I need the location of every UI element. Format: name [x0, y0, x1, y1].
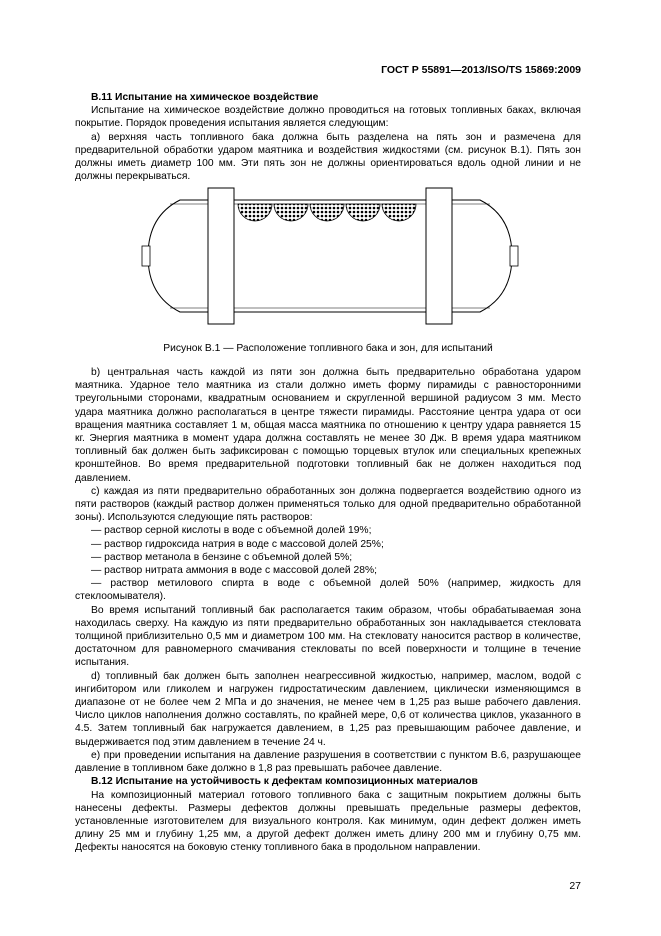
- mounting-band-left: [208, 188, 234, 324]
- figure-caption: Рисунок В.1 — Расположение топливного бака и зон, для испытаний: [163, 343, 493, 354]
- paragraph: d) топливный бак должен быть заполнен неагрессивной жидкостью, например, маслом, водой с ингибитором или гликолем и нагружен гидростатическим давлением, циклически изменяющимся в диапазоне от не более чем 2 МПа и до значения, не менее чем в 1,25 раз выше рабочего давления. Число циклов наполнения должно составлять, по крайней мере, 0,6 от количества циклов, указанного в 4.5. Затем топливный бак нагружается давлением, в 1,25 раз превышающим рабочее давление, и выдерживается под этим давлением в течение 24 ч.: [75, 670, 581, 748]
- end-boss-right: [510, 246, 518, 266]
- list-item: — раствор нитрата аммония в воде с массовой долей 28%;: [91, 565, 377, 577]
- page-number: 27: [569, 880, 581, 892]
- document-header: ГОСТ Р 55891—2013/ISO/TS 15869:2009: [381, 64, 581, 76]
- paragraph: Во время испытаний топливный бак располагается таким образом, чтобы обрабатываемая зона находилась сверху. На каждую из пяти предварительно обработанных зон накладывается стекловата толщиной приблизительно 0,5 мм и диаметром 100 мм. На стекловату наносится раствор в количестве, достаточном для равномерного смачивания стекловаты по всей поверхности и толщине в течение испытания.: [75, 604, 581, 669]
- paragraph: Испытание на химическое воздействие должно проводиться на готовых топливных баках, включая покрытие. Порядок проведения испытания является следующим:: [75, 105, 581, 130]
- section-b11: [75, 91, 581, 183]
- paragraph: е) при проведении испытания на давление разрушения в соответствии с пунктом В.6, разрушающее давление в топливном баке должно в 1,8 раз превышать рабочее давление.: [75, 749, 581, 775]
- end-boss-left: [142, 246, 150, 266]
- section-heading: В.12 Испытание на устойчивость к дефектам композиционных материалов: [91, 776, 478, 788]
- list-item: — раствор метанола в бензине с объемной долей 5%;: [91, 551, 353, 563]
- list-item: — раствор серной кислоты в воде с объемной долей 19%;: [91, 525, 372, 537]
- section-b11-continued: [75, 366, 581, 855]
- paragraph: а) верхняя часть топливного бака должна быть разделена на пять зон и размечена для предварительной обработки ударом маятника и воздействия жидкостями (см. рисунок В.1). Пять зон должны иметь диаметр 100 мм. Эти пять зон не должны ориентироваться вдоль одной линии и не должны перекрываться.: [75, 131, 581, 183]
- paragraph: с) каждая из пяти предварительно обработанных зон должна подвергается воздействию одного из пяти растворов (каждый раствор должен применяться только для одной предварительно обработанной зоны). Используются следующие пять растворов:: [75, 485, 581, 524]
- paragraph: b) центральная часть каждой из пяти зон должна быть предварительно обработана ударом маятника. Ударное тело маятника из стали должно иметь форму пирамиды с равносторонними треугольными сторонами, квадратным основанием и скругленной вершиной радиусом 3 мм. Место удара маятника должно располагаться в центре тяжести пирамиды. Расстояние центра удара от оси вращения маятника составляет 1 м, общая масса маятника по отношению к центру удара равняется 15 кг. Энергия маятника в момент удара должна составлять не менее 30 Дж. В время удара маятником топливный бак должен быть зафиксирован с помощью торцевых втулок или специальных крепежных кронштейнов. Во время предварительной подготовки топливный бак не должен находиться под давлением.: [75, 367, 581, 484]
- list-item: — раствор гидроксида натрия в воде с массовой долей 25%;: [91, 538, 384, 550]
- list-item: — раствор метилового спирта в воде с объемной долей 50% (например, жидкость для стеклоомывателя).: [75, 578, 581, 603]
- mounting-band-right: [426, 188, 452, 324]
- paragraph: На композиционный материал готового топливного бака с защитным покрытием должны быть нанесены дефекты. Размеры дефектов должны превышать предельные размеры дефектов, установленные изготовителем для визуального контроля. Как минимум, один дефект должен иметь длину 25 мм и глубину 1,25 мм, а другой дефект должен иметь длину 200 мм и глубину 0,75 мм. Дефекты наносятся на боковую стенку топливного бака в продольном направлении.: [75, 789, 581, 854]
- fuel-tank-figure: [140, 186, 520, 326]
- section-heading: В.11 Испытание на химическое воздействие: [91, 92, 319, 103]
